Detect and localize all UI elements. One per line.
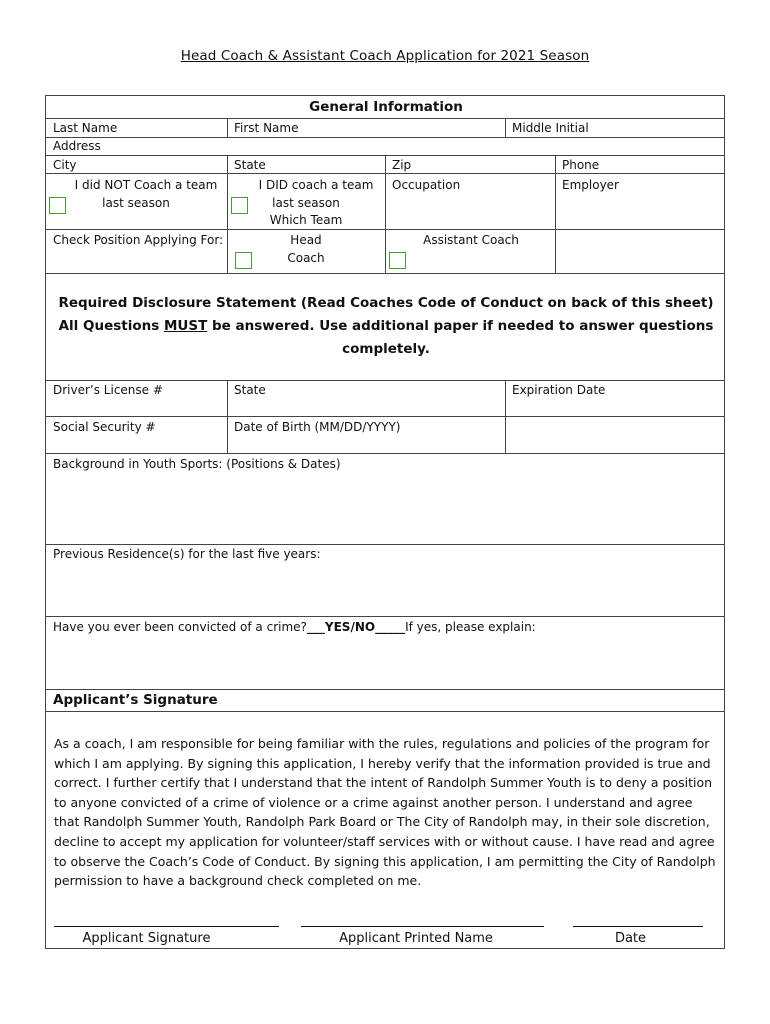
date-label: Date [614, 931, 647, 946]
did-coach-checkbox[interactable] [231, 197, 248, 214]
not-coach-checkbox[interactable] [49, 197, 66, 214]
yes-no-answer: ___YES/NO_____ [306, 620, 406, 634]
did-coach-label-3: Which Team [269, 213, 343, 227]
head-coach-label-1: Head [290, 233, 322, 247]
form-title: Head Coach & Assistant Coach Application for 2021 Season [180, 48, 590, 64]
assistant-coach-label: Assistant Coach [423, 233, 519, 247]
background-field[interactable]: Background in Youth Sports: (Positions & Dates) [53, 457, 341, 471]
last-name-field[interactable]: Last Name [53, 121, 118, 135]
zip-field[interactable]: Zip [392, 158, 412, 172]
address-field[interactable]: Address [53, 139, 101, 153]
divider [46, 137, 724, 138]
expiration-date-field[interactable]: Expiration Date [512, 383, 606, 397]
certification-paragraph: As a coach, I am responsible for being familiar with the rules, regulations and policies of the program for which I am applying. By signing this application, I hereby verify that the information provided is true and correct. I further certify that I understand that the intent of Randolph Summer Youth is to deny a position to anyone convicted of a crime of violence or a crime against another person. I understand and agree that Randolph Summer Youth, Randolph Park Board or The City of Randolph may, in their sole discretion, decline to accept my application for volunteer/staff services with or without cause. I have read and agree to observe the Coach’s Code of Conduct. By signing this application, I am permitting the City of Randolph permission to have a background check completed on me. [54, 736, 716, 889]
license-state-field[interactable]: State [234, 383, 266, 397]
employer-field[interactable]: Employer [562, 178, 619, 192]
not-coach-label-2: last season [102, 196, 170, 210]
not-coach-label-1: I did NOT Coach a team [74, 178, 218, 192]
assistant-coach-checkbox[interactable] [389, 252, 406, 269]
printed-name-line[interactable] [301, 926, 544, 927]
general-info-heading: General Information [309, 99, 463, 115]
divider [46, 616, 724, 617]
signature-label: Applicant Signature [82, 931, 211, 946]
dob-field[interactable]: Date of Birth (MM/DD/YYYY) [234, 420, 401, 434]
divider [46, 689, 724, 690]
must-emphasis: MUST [163, 318, 208, 334]
first-name-field[interactable]: First Name [234, 121, 299, 135]
did-coach-label-2: last season [272, 196, 340, 210]
did-coach-label-1: I DID coach a team [258, 178, 374, 192]
date-line[interactable] [573, 926, 703, 927]
city-field[interactable]: City [53, 158, 77, 172]
disclosure-line-2: All Questions MUST be answered. Use additional paper if needed to answer questions [58, 318, 714, 334]
printed-name-label: Applicant Printed Name [339, 931, 493, 946]
disclosure-statement [46, 292, 726, 361]
position-label: Check Position Applying For: [53, 233, 224, 247]
divider [46, 711, 724, 712]
application-form [45, 95, 725, 949]
divider [46, 453, 724, 454]
divider [46, 273, 724, 274]
signature-line[interactable] [54, 926, 279, 927]
head-coach-label-2: Coach [287, 251, 325, 265]
drivers-license-field[interactable]: Driver’s License # [53, 383, 163, 397]
occupation-field[interactable]: Occupation [392, 178, 461, 192]
divider [46, 118, 724, 119]
disclosure-line-3: completely. [342, 341, 430, 357]
ssn-field[interactable]: Social Security # [53, 420, 156, 434]
phone-field[interactable]: Phone [562, 158, 600, 172]
middle-initial-field[interactable]: Middle Initial [512, 121, 589, 135]
state-field[interactable]: State [234, 158, 266, 172]
crime-question[interactable]: Have you ever been convicted of a crime?___YES/NO_____If yes, please explain: [53, 620, 536, 634]
signature-heading: Applicant’s Signature [53, 692, 218, 708]
disclosure-line-1: Required Disclosure Statement (Read Coaches Code of Conduct on back of this sheet) [58, 295, 714, 311]
residences-field[interactable]: Previous Residence(s) for the last five years: [53, 547, 321, 561]
divider [46, 416, 724, 417]
head-coach-checkbox[interactable] [235, 252, 252, 269]
